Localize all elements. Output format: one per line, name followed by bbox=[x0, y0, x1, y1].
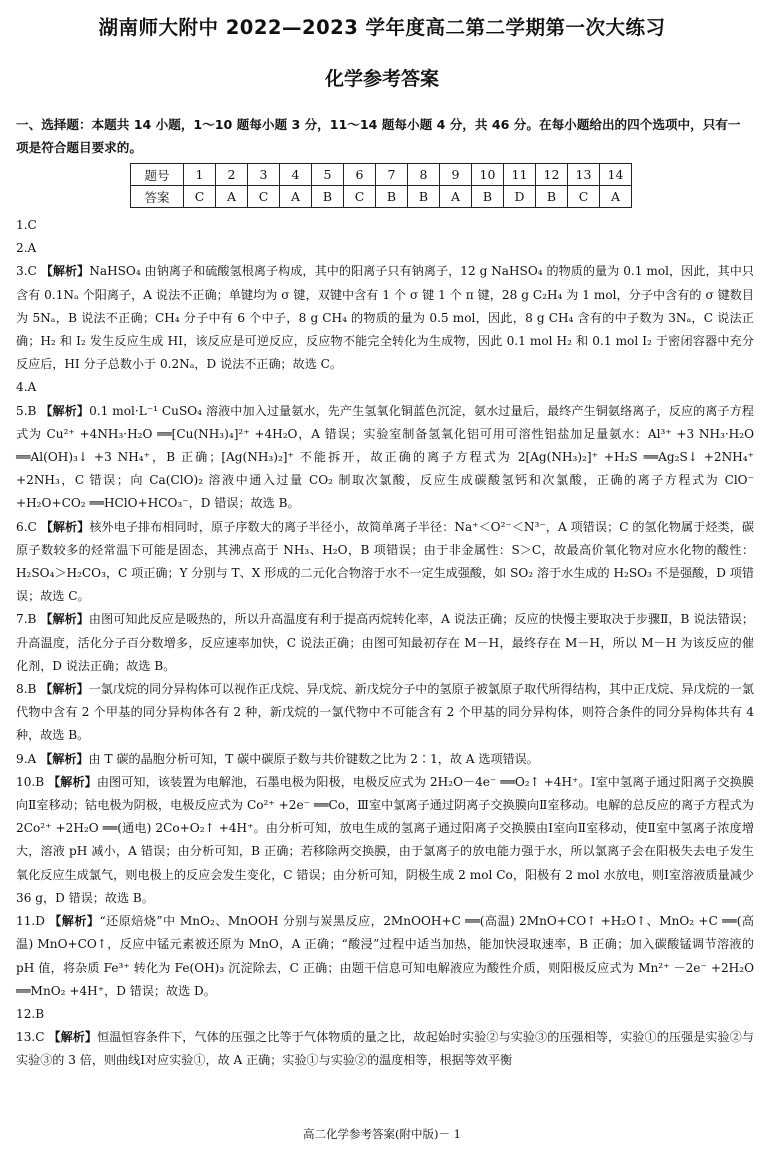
answer-number: 13.C bbox=[16, 1030, 45, 1045]
answer-table bbox=[130, 163, 632, 208]
analysis-text: NaHSO₄ 由钠离子和硫酸氢根离子构成，其中的阳离子只有钠离子，12 g NaHSO₄ 的物质的量为 0.1 mol，因此，其中只含有 0.1Nₐ 个阳离子，A 说法不正确；单键均为 σ 键，双键中含有 1 个 σ 键 1 个 π 键，28 g C₂H₄ 为 1 mol，分子中含有的 σ 键数目为 5Nₐ，B 说法不正确；CH₄ 分子中有 6 个中子，8 g CH₄ 的物质的量为 0.5 mol，因此，8 g CH₄ 含有的中子数为 3Nₐ，C 说法正确；H₂ 和 I₂ 发生反应生成 HI，该反应是可逆反应，反应物不能完全转化为生成物，因此 0.1 mol H₂ 和 0.1 mol I₂ 于密闭容器中充分反应后，HI 分子总数小于 0.2Nₐ，D 说法不正确；故选 C。 bbox=[16, 264, 754, 372]
analysis-text: 恒温恒容条件下，气体的压强之比等于气体物质的量之比，故起始时实验②与实验③的压强相等，实验①的压强是实验②与实验③的 3 倍，则曲线Ⅰ对应实验①，故 A 正确；实验①与实验②的温度相等，根据等效平衡 bbox=[16, 1030, 754, 1068]
answer-item bbox=[16, 376, 754, 399]
answer-number: 12.B bbox=[16, 1006, 45, 1021]
question-number-cell: 12 bbox=[536, 164, 568, 186]
analysis-text: 由图可知此反应是吸热的，所以升高温度有利于提高丙烷转化率，A 说法正确；反应的快慢主要取决于步骤Ⅱ，B 说法错误；升高温度，活化分子百分数增多，反应速率加快，C 说法正确；由图可知最初存在 M－H，最终存在 M－H，所以 M－H 为该反应的催化剂，D 说法正确；故选 B。 bbox=[16, 612, 754, 673]
answer-cell: C bbox=[184, 186, 216, 208]
answer-number: 4.A bbox=[16, 380, 37, 395]
section-intro: 一、选择题：本题共 14 小题，1～10 题每小题 3 分，11～14 题每小题 4 分，共 46 分。在每小题给出的四个选项中，只有一项是符合题目要求的。 bbox=[16, 117, 741, 155]
answer-cell: B bbox=[408, 186, 440, 208]
answer-number: 9.A bbox=[16, 751, 37, 766]
question-number-cell: 4 bbox=[280, 164, 312, 186]
answer-item bbox=[16, 400, 754, 516]
answer-table-row-numbers bbox=[131, 164, 632, 186]
analysis-tag: 【解析】 bbox=[48, 1030, 98, 1045]
answer-item bbox=[16, 678, 754, 748]
answer-cell: C bbox=[248, 186, 280, 208]
analysis-text: 由图可知，该装置为电解池，石墨电极为阳极，电极反应式为 2H₂O－4e⁻ ══O₂↑ +4H⁺。Ⅰ室中氢离子通过阳离子交换膜向Ⅱ室移动；钴电极为阴极，电极反应式为 Co²⁺ +2e⁻ ══Co，Ⅲ室中氯离子通过阴离子交换膜向Ⅱ室移动。电解的总反应的离子方程式为 2Co²⁺ +2H₂O ══(通电) 2Co+O₂↑ +4H⁺。由分析可知，放电生成的氢离子通过阳离子交换膜由Ⅰ室向Ⅱ室移动，使Ⅱ室中氢离子浓度增大，溶液 pH 减小，A 错误；由分析可知，B 正确；若移除两交换膜，由于氯离子的放电能力强于水，所以氯离子会在阳极失去电子发生氧化反应生成氯气，则电极上的反应会发生变化，C 错误；由分析可知，阴极生成 2 mol Co，阳极有 2 mol 水放电，则Ⅰ室溶液质量减少 36 g，D 错误；故选 B。 bbox=[16, 774, 754, 905]
question-number-cell: 2 bbox=[216, 164, 248, 186]
table-header-cell: 题号 bbox=[131, 164, 184, 186]
answer-number: 10.B bbox=[16, 774, 45, 789]
question-number-cell: 13 bbox=[568, 164, 600, 186]
analysis-text: 核外电子排布相同时，原子序数大的离子半径小，故简单离子半径：Na⁺＜O²⁻＜N³⁻，A 项错误；C 的氢化物属于烃类，碳原子数较多的烃常温下可能是固态，其沸点高于 NH₃、H₂O，B 项错误；由于非金属性：S＞C，故最高价氧化物对应水化物的酸性：H₂SO₄＞H₂CO₃，C 项正确；Y 分别与 T、X 形成的二元化合物溶于水不一定生成强酸，如 SO₂ 溶于水生成的 H₂SO₃ 不是强酸，D 项错误；故选 C。 bbox=[16, 519, 754, 604]
analysis-tag: 【解析】 bbox=[48, 774, 97, 789]
answer-cell: A bbox=[600, 186, 632, 208]
answer-item bbox=[16, 608, 754, 678]
analysis-tag: 【解析】 bbox=[40, 682, 89, 697]
answer-cell: A bbox=[216, 186, 248, 208]
analysis-tag: 【解析】 bbox=[40, 264, 90, 279]
answer-item bbox=[16, 910, 754, 1003]
answer-cell: B bbox=[312, 186, 344, 208]
answer-item bbox=[16, 237, 754, 260]
question-number-cell: 14 bbox=[600, 164, 632, 186]
question-number-cell: 1 bbox=[184, 164, 216, 186]
answer-cell: C bbox=[344, 186, 376, 208]
answer-item bbox=[16, 260, 754, 376]
answer-cell: B bbox=[376, 186, 408, 208]
analysis-text: “还原焙烧”中 MnO₂、MnOOH 分别与炭黑反应，2MnOOH+C ══(高温) 2MnO+CO↑ +H₂O↑、MnO₂ +C ══(高温) MnO+CO↑，反应中锰元素被还原为 MnO，A 正确；“酸浸”过程中适当加热，能加快浸取速率，B 正确；加入碳酸锰调节溶液的 pH 值，将杂质 Fe³⁺ 转化为 Fe(OH)₃ 沉淀除去，C 正确；由题干信息可知电解液应为酸性介质，则阳极反应式为 Mn²⁺ －2e⁻ +2H₂O ══MnO₂ +4H⁺，D 错误；故选 D。 bbox=[16, 914, 754, 998]
answer-cell: D bbox=[504, 186, 536, 208]
question-number-cell: 11 bbox=[504, 164, 536, 186]
answer-number: 7.B bbox=[16, 612, 37, 627]
question-number-cell: 9 bbox=[440, 164, 472, 186]
page-footer: 高二化学参考答案(附中版)－ 1 bbox=[303, 1127, 461, 1141]
answer-table-row-answers bbox=[131, 186, 632, 208]
table-header-cell: 答案 bbox=[131, 186, 184, 208]
answer-number: 5.B bbox=[16, 403, 37, 418]
answer-item bbox=[16, 1026, 754, 1072]
question-number-cell: 8 bbox=[408, 164, 440, 186]
analysis-tag: 【解析】 bbox=[40, 751, 89, 766]
answer-item bbox=[16, 1003, 754, 1026]
analysis-tag: 【解析】 bbox=[40, 519, 90, 534]
answer-item bbox=[16, 214, 754, 237]
answer-item bbox=[16, 516, 754, 609]
analysis-tag: 【解析】 bbox=[40, 403, 90, 418]
answer-item bbox=[16, 771, 754, 910]
answer-cell: A bbox=[440, 186, 472, 208]
answer-cell: A bbox=[280, 186, 312, 208]
question-number-cell: 3 bbox=[248, 164, 280, 186]
document-title: 湖南师大附中 2022—2023 学年度高二第二学期第一次大练习 bbox=[98, 16, 666, 39]
document-subtitle: 化学参考答案 bbox=[324, 68, 439, 90]
answer-cell: B bbox=[472, 186, 504, 208]
question-number-cell: 7 bbox=[376, 164, 408, 186]
analysis-text: 一氯戊烷的同分异构体可以视作正戊烷、异戊烷、新戊烷分子中的氢原子被氯原子取代所得结构，其中正戊烷、异戊烷的一氯代物中含有 2 个甲基的同分异构体各有 2 种，新戊烷的一氯代物中不可能含有 2 个甲基的同分异构体，则符合条件的同分异构体共有 4 种，故选 B。 bbox=[16, 682, 754, 743]
analysis-text: 由 T 碳的晶胞分析可知，T 碳中碳原子数与共价键数之比为 2∶1，故 A 选项错误。 bbox=[88, 751, 539, 766]
answer-cell: B bbox=[536, 186, 568, 208]
answer-cell: C bbox=[568, 186, 600, 208]
answer-number: 3.C bbox=[16, 264, 37, 279]
question-number-cell: 6 bbox=[344, 164, 376, 186]
analysis-tag: 【解析】 bbox=[40, 612, 89, 627]
answer-number: 2.A bbox=[16, 241, 37, 256]
explanations-list bbox=[16, 214, 754, 1073]
question-number-cell: 5 bbox=[312, 164, 344, 186]
answer-number: 6.C bbox=[16, 519, 37, 534]
analysis-text: 0.1 mol·L⁻¹ CuSO₄ 溶液中加入过量氨水，先产生氢氧化铜蓝色沉淀，氨水过量后，最终产生铜氨络离子，反应的离子方程式为 Cu²⁺ +4NH₃·H₂O ══[Cu(NH₃)₄]²⁺ +4H₂O，A 错误；实验室制备氢氧化铝可用可溶性铝盐加足量氨水：Al³⁺ +3 NH₃·H₂O ══Al(OH)₃↓ +3 NH₄⁺，B 正确；[Ag(NH₃)₂]⁺ 不能拆开，故正确的离子方程式为 2[Ag(NH₃)₂]⁺ +H₂S ══Ag₂S↓ +2NH₄⁺ +2NH₃，C 错误；向 Ca(ClO)₂ 溶液中通入过量 CO₂ 制取次氯酸，反应生成碳酸氢钙和次氯酸，正确的离子方程式为 ClO⁻ +H₂O+CO₂ ══HClO+HCO₃⁻，D 错误；故选 B。 bbox=[16, 403, 754, 511]
question-number-cell: 10 bbox=[472, 164, 504, 186]
analysis-tag: 【解析】 bbox=[49, 914, 100, 929]
answer-item bbox=[16, 748, 754, 771]
answer-number: 11.D bbox=[16, 914, 45, 929]
answer-number: 1.C bbox=[16, 218, 37, 232]
answer-number: 8.B bbox=[16, 682, 37, 697]
